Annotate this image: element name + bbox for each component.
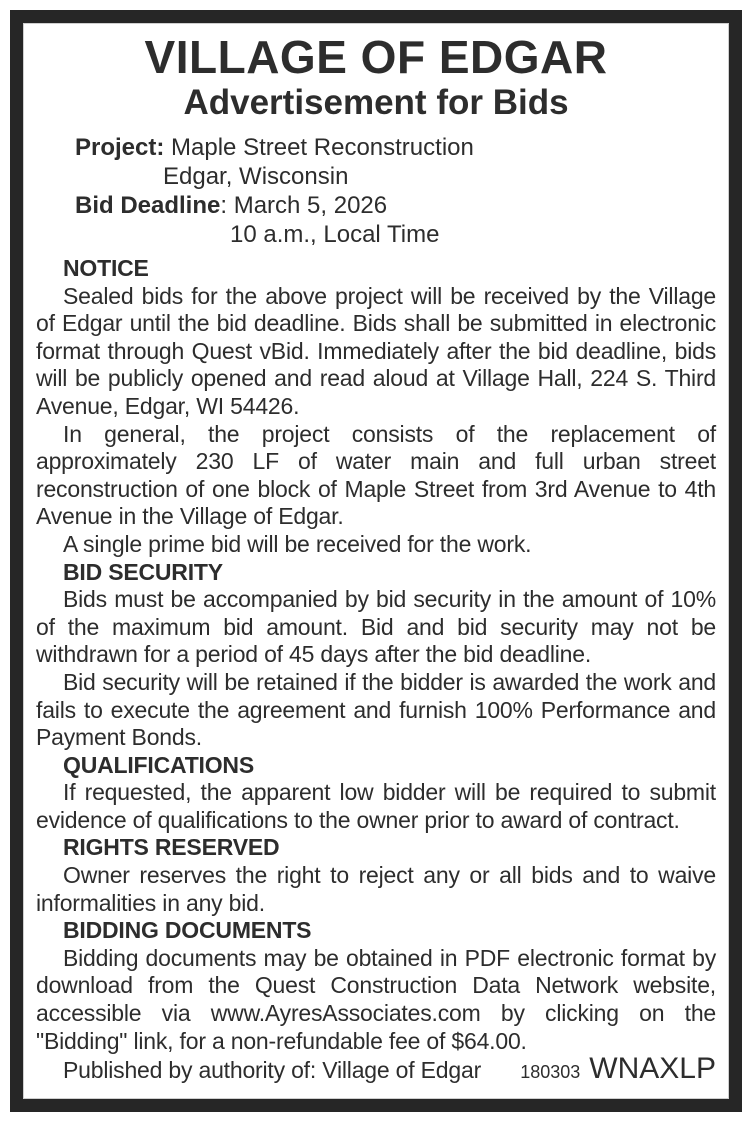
section-heading-qualifications: QUALIFICATIONS — [63, 751, 254, 778]
paragraph: Bid security will be retained if the bidder is awarded the work and fails to execute the agreement and furnish 100% Performance and Payment Bonds. — [36, 668, 716, 751]
page-title: VILLAGE OF EDGAR — [144, 31, 608, 83]
ad-id-group — [520, 1052, 716, 1087]
project-location: Edgar, Wisconsin — [163, 163, 349, 190]
section-heading-notice: NOTICE — [63, 255, 149, 281]
publication-row — [36, 1052, 716, 1087]
paragraph: If requested, the apparent low bidder will be required to submit evidence of qualifications to the owner prior to award of contract. — [36, 779, 716, 833]
section-heading-rights-reserved: RIGHTS RESERVED — [63, 834, 280, 861]
page-subtitle: Advertisement for Bids — [183, 83, 569, 122]
paragraph: In general, the project consists of the replacement of approximately 230 LF of water main and full urban street reconstruction of one block of Maple Street from 3rd Avenue to 4th Avenue in the Village of Edgar. — [36, 420, 716, 530]
deadline-line — [75, 191, 716, 220]
project-meta-block — [75, 133, 716, 249]
paragraph: A single prime bid will be received for the work. — [63, 530, 532, 557]
wnaxlp-tag: WNAXLP — [589, 1052, 716, 1086]
paragraph: Bidding documents may be obtained in PDF electronic format by download from the Quest Construction Data Network website, accessible via www.AyresAssociates.com by clicking on the "Bidding" link, for a non-refundable fee of $64.00. — [36, 944, 716, 1054]
published-by-line: Published by authority of: Village of Edgar — [63, 1057, 482, 1084]
paragraph: Bids must be accompanied by bid security in the amount of 10% of the maximum bid amount. Bid and bid security may not be withdrawn for a period of 45 days after the bid deadline. — [36, 586, 716, 668]
deadline-value: : March 5, 2026 — [220, 192, 388, 219]
deadline-time: 10 a.m., Local Time — [230, 221, 440, 248]
section-heading-bidding-documents: BIDDING DOCUMENTS — [63, 917, 312, 944]
notice-body — [36, 255, 716, 1087]
section-heading-bid-security: BID SECURITY — [63, 558, 223, 585]
ad-number: 180303 — [520, 1062, 581, 1083]
project-value: Maple Street Reconstruction — [171, 134, 474, 161]
project-line — [75, 133, 716, 162]
paragraph: Sealed bids for the above project will be received by the Village of Edgar until the bid deadline. Bids shall be submitted in electronic format through Quest vBid. Immediately after the bid deadline, bids will be publicly opened and read aloud at Village Hall, 224 S. Third Avenue, Edgar, WI 54426. — [36, 282, 716, 419]
notice-content — [23, 23, 729, 1099]
project-label: Project: — [75, 134, 165, 161]
notice-border-frame — [10, 10, 742, 1112]
paragraph: Owner reserves the right to reject any or all bids and to waive informalities in any bid. — [36, 862, 716, 916]
deadline-label: Bid Deadline — [75, 192, 221, 219]
